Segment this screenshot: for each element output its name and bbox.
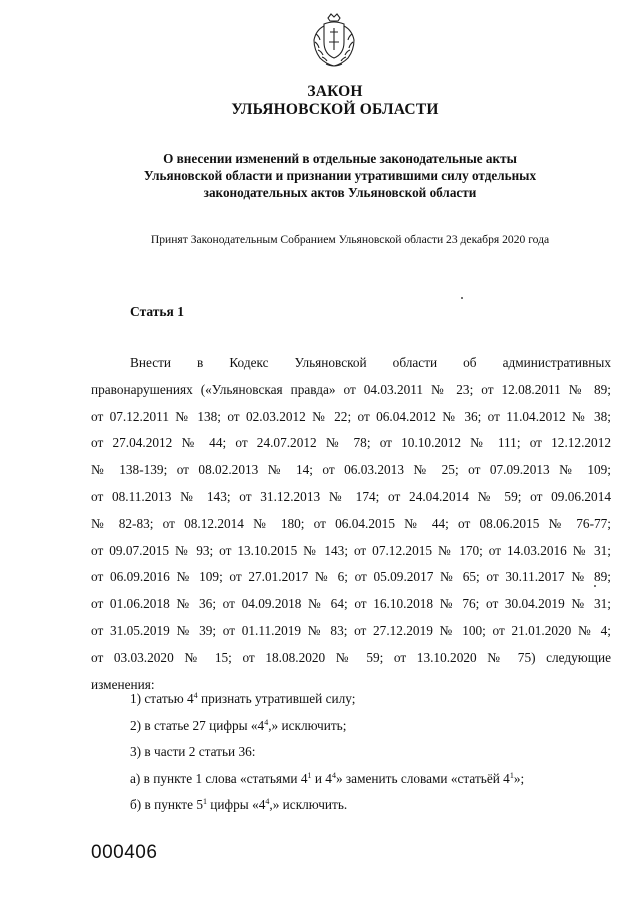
superscript: 1 xyxy=(202,797,207,807)
article-heading: Статья 1 xyxy=(130,304,184,319)
body-line: от 09.07.2015 № 93; от 13.10.2015 № 143; от 07.12.2015 № 170; от 14.03.2016 № 31; xyxy=(91,542,611,558)
amendment-item xyxy=(130,739,524,766)
item-text: б) в пункте 5 xyxy=(130,797,203,813)
body-line: изменения: xyxy=(91,676,155,692)
superscript: 4 xyxy=(331,770,336,780)
item-text: 2) в статье 27 цифры «4 xyxy=(130,717,265,733)
body-line: № 82-83; от 08.12.2014 № 180; от 06.04.2015 № 44; от 08.06.2015 № 76-77; xyxy=(91,515,611,531)
body-line: Внести в Кодекс Ульяновской области об административных xyxy=(130,355,611,370)
item-text: » заменить словами «статьёй 4 xyxy=(335,770,510,786)
superscript: 4 xyxy=(265,797,270,807)
body-line: от 01.06.2018 № 36; от 04.09.2018 № 64; от 16.10.2018 № 76; от 30.04.2019 № 31; xyxy=(91,596,611,612)
subject-line: Ульяновской области и признании утратившими силу отдельных xyxy=(143,168,537,183)
superscript: 4 xyxy=(264,717,269,727)
subject-line: законодательных актов Ульяновской области xyxy=(203,185,477,200)
body-line: от 03.03.2020 № 15; от 18.08.2020 № 59; от 13.10.2020 № 75) следующие xyxy=(91,649,611,665)
body-line: от 31.05.2019 № 39; от 01.11.2019 № 83; от 27.12.2019 № 100; от 21.01.2020 № 4; xyxy=(91,622,611,638)
superscript: 4 xyxy=(193,691,198,700)
body-line: правонарушениях («Ульяновская правда» от 04.03.2011 № 23; от 12.08.2011 № 89; xyxy=(91,381,611,397)
scan-speck xyxy=(594,585,596,587)
body-line: от 27.04.2012 № 44; от 24.07.2012 № 78; от 10.10.2012 № 111; от 12.12.2012 xyxy=(91,435,611,451)
body-line: № 138-139; от 08.02.2013 № 14; от 06.03.2013 № 25; от 07.09.2013 № 109; xyxy=(91,462,611,478)
item-text: и 4 xyxy=(311,770,332,786)
coat-of-arms-icon xyxy=(310,12,358,72)
adoption-note: Принят Законодательным Собранием Ульяновской области 23 декабря 2020 года xyxy=(150,233,550,246)
body-line: от 08.11.2013 № 143; от 31.12.2013 № 174; от 24.04.2014 № 59; от 09.06.2014 xyxy=(91,488,611,504)
item-text: признать утратившей силу; xyxy=(197,691,356,706)
body-line: от 07.12.2011 № 138; от 02.03.2012 № 22; от 06.04.2012 № 36; от 11.04.2012 № 38; xyxy=(91,408,611,424)
item-text: »; xyxy=(513,770,525,786)
amendment-list xyxy=(130,686,524,819)
item-text: а) в пункте 1 слова «статьями 4 xyxy=(130,770,308,786)
body-line: от 06.09.2016 № 109; от 27.01.2017 № 6; от 05.09.2017 № 65; от 30.11.2017 № 89; xyxy=(91,569,611,585)
item-text: 1) статью 4 xyxy=(130,691,194,706)
amendment-item xyxy=(130,686,524,713)
document-number: 000406 xyxy=(91,842,158,863)
superscript: 1 xyxy=(307,770,312,780)
article-body xyxy=(91,350,611,698)
superscript: 1 xyxy=(509,770,514,780)
item-text: ,» исключить; xyxy=(268,717,347,733)
law-subject xyxy=(60,150,620,201)
item-text: цифры «4 xyxy=(206,797,266,813)
amendment-item xyxy=(130,792,524,819)
amendment-item xyxy=(130,713,524,740)
law-title-line1: ЗАКОН xyxy=(307,83,363,100)
item-text: 3) в части 2 статьи 36: xyxy=(130,744,256,760)
scan-speck xyxy=(461,297,463,299)
amendment-item xyxy=(130,766,524,793)
item-text: ,» исключить. xyxy=(269,797,348,813)
law-title-line2: УЛЬЯНОВСКОЙ ОБЛАСТИ xyxy=(231,101,439,118)
subject-line: О внесении изменений в отдельные законодательные акты xyxy=(163,151,517,166)
